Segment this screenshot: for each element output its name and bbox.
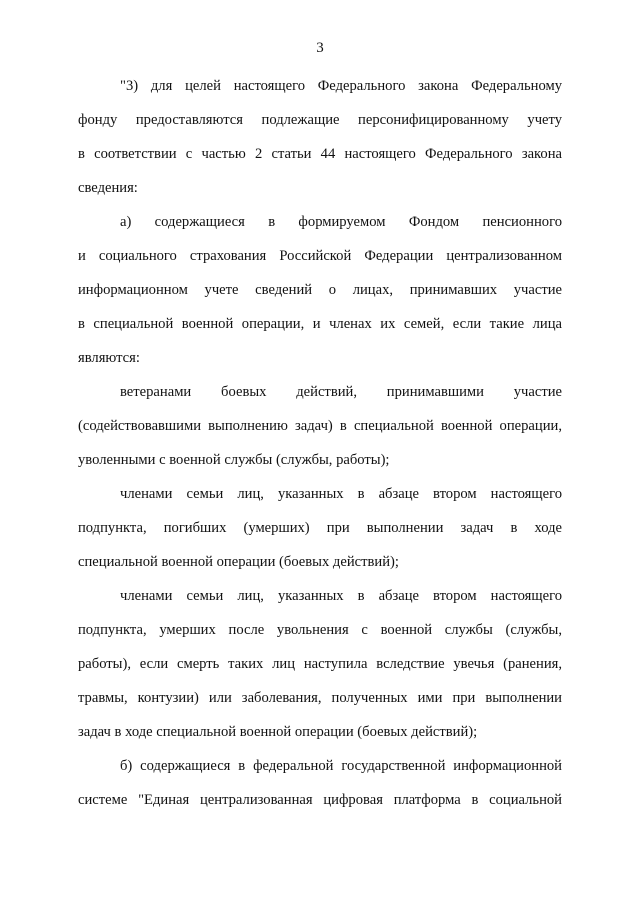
text-line: травмы, контузии) или заболевания, полученных ими при выполнении — [78, 690, 562, 706]
text-line: членами семьи лиц, указанных в абзаце втором настоящего — [120, 588, 562, 604]
text-line: ветеранами боевых действий, принимавшими участие — [120, 384, 562, 400]
text-line: специальной военной операции (боевых действий); — [78, 554, 399, 570]
text-line: членами семьи лиц, указанных в абзаце втором настоящего — [120, 486, 562, 502]
text-line: уволенными с военной службы (службы, работы); — [78, 452, 390, 468]
paragraph-family-deceased — [78, 483, 562, 585]
text-line: в специальной военной операции, и членах их семей, если такие лица — [78, 316, 562, 332]
page-number: 3 — [316, 40, 324, 56]
text-line: подпункта, погибших (умерших) при выполнении задач в ходе — [78, 520, 562, 536]
text-line: и социального страхования Российской Федерации централизованном — [78, 248, 562, 264]
text-line: системе "Единая централизованная цифровая платформа в социальной — [78, 792, 562, 808]
paragraph-family-after-discharge — [78, 585, 562, 755]
text-line: а) содержащиеся в формируемом Фондом пенсионного — [120, 214, 562, 230]
text-line: (содействовавшими выполнению задач) в специальной военной операции, — [78, 418, 562, 434]
text-line: фонду предоставляются подлежащие персонифицированному учету — [78, 112, 562, 128]
text-line: работы), если смерть таких лиц наступила вследствие увечья (ранения, — [78, 656, 562, 672]
text-line: "3) для целей настоящего Федерального закона Федеральному — [120, 78, 562, 94]
text-line: задач в ходе специальной военной операции (боевых действий); — [78, 724, 478, 740]
paragraph-intro — [78, 75, 562, 211]
text-line: б) содержащиеся в федеральной государственной информационной — [120, 758, 562, 774]
document-body — [78, 75, 562, 823]
paragraph-b — [78, 755, 562, 823]
paragraph-veterans — [78, 381, 562, 483]
text-line: информационном учете сведений о лицах, принимавших участие — [78, 282, 562, 298]
paragraph-a — [78, 211, 562, 381]
text-line: являются: — [78, 350, 140, 366]
text-line: в соответствии с частью 2 статьи 44 настоящего Федерального закона — [78, 146, 562, 162]
text-line: подпункта, умерших после увольнения с военной службы (службы, — [78, 622, 562, 638]
text-line: сведения: — [78, 180, 138, 196]
